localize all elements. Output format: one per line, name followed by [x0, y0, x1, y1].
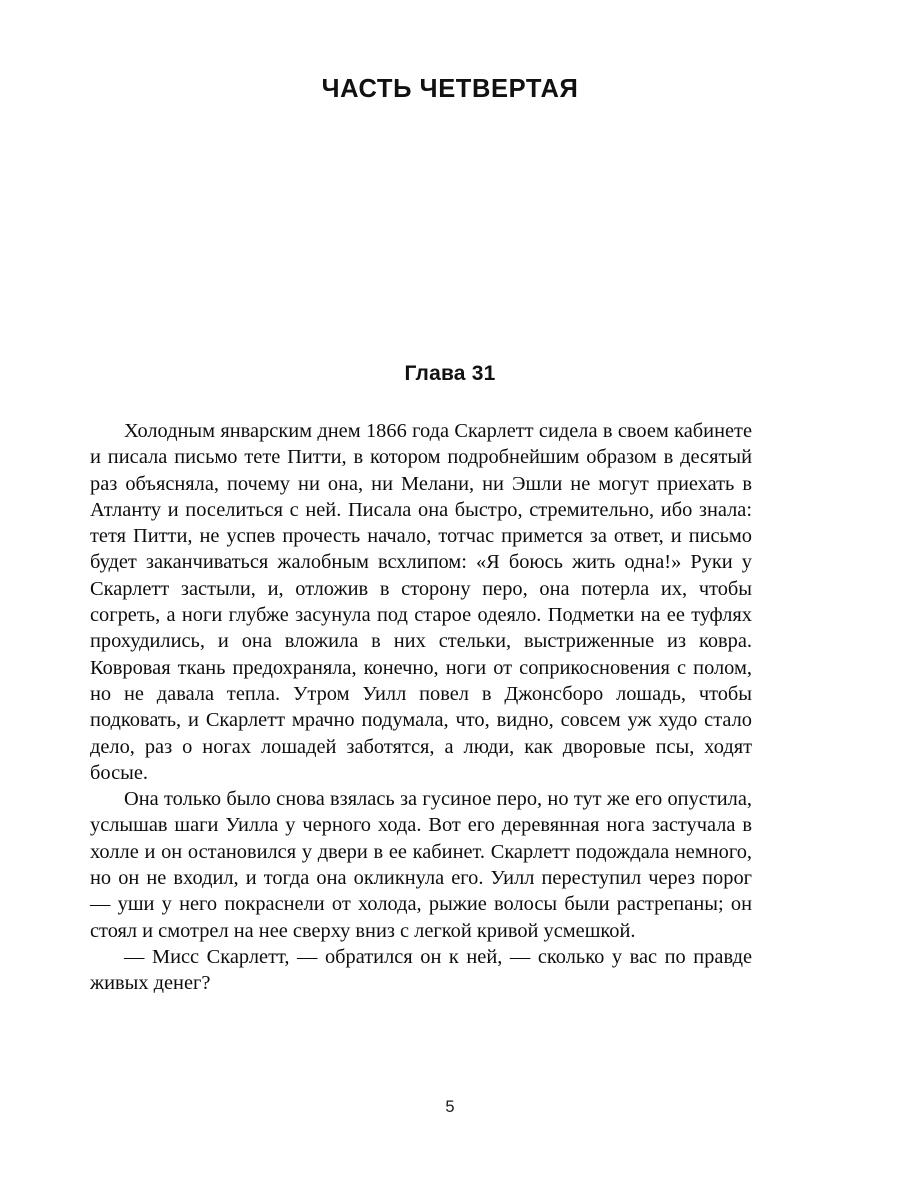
- paragraph-3: — Мисс Скарлетт, — обратился он к ней, — сколько у вас по правде живых денег?: [90, 945, 752, 995]
- page-number: 5: [445, 1098, 455, 1116]
- body-text: [90, 418, 752, 997]
- chapter-heading: Глава 31: [404, 362, 496, 385]
- paragraph-2: Она только было снова взялась за гусиное перо, но тут же его опустила, услышав шаги Уилла у черного хода. Вот его деревянная нога застучала в холле и он остановился у двери в ее кабинет. Скарлетт подождала немного, но он не входил, и тогда она окликнула его. Уилл переступил через порог — уши у него покраснели от холода, рыжие волосы были растрепаны; он стоял и смотрел на нее сверху вниз с легкой кривой усмешкой.: [90, 788, 752, 942]
- paragraph-1: Холодным январским днем 1866 года Скарлетт сидела в своем кабинете и писала письмо тете Питти, в котором подробнейшим образом в десятый раз объясняла, почему ни она, ни Мелани, ни Эшли не могут приехать в Атланту и поселиться с ней. Писала она быстро, стремительно, ибо знала: тетя Питти, не успев прочесть начало, тотчас примется за ответ, и письмо будет заканчиваться жалобным всхлипом: «Я боюсь жить одна!» Руки у Скарлетт застыли, и, отложив в сторону перо, она потерла их, чтобы согреть, а ноги глубже засунула под старое одеяло. Подметки на ее туфлях прохудились, и она вложила в них стельки, выстриженные из ковра. Ковровая ткань предохраняла, конечно, ноги от соприкосновения с полом, но не давала тепла. Утром Уилл повел в Джонсборо лошадь, чтобы подковать, и Скарлетт мрачно подумала, что, видно, совсем уж худо стало дело, раз о ногах лошадей заботятся, а люди, как дворовые псы, ходят босые.: [90, 420, 752, 784]
- part-title: ЧАСТЬ ЧЕТВЕРТАЯ: [321, 75, 579, 103]
